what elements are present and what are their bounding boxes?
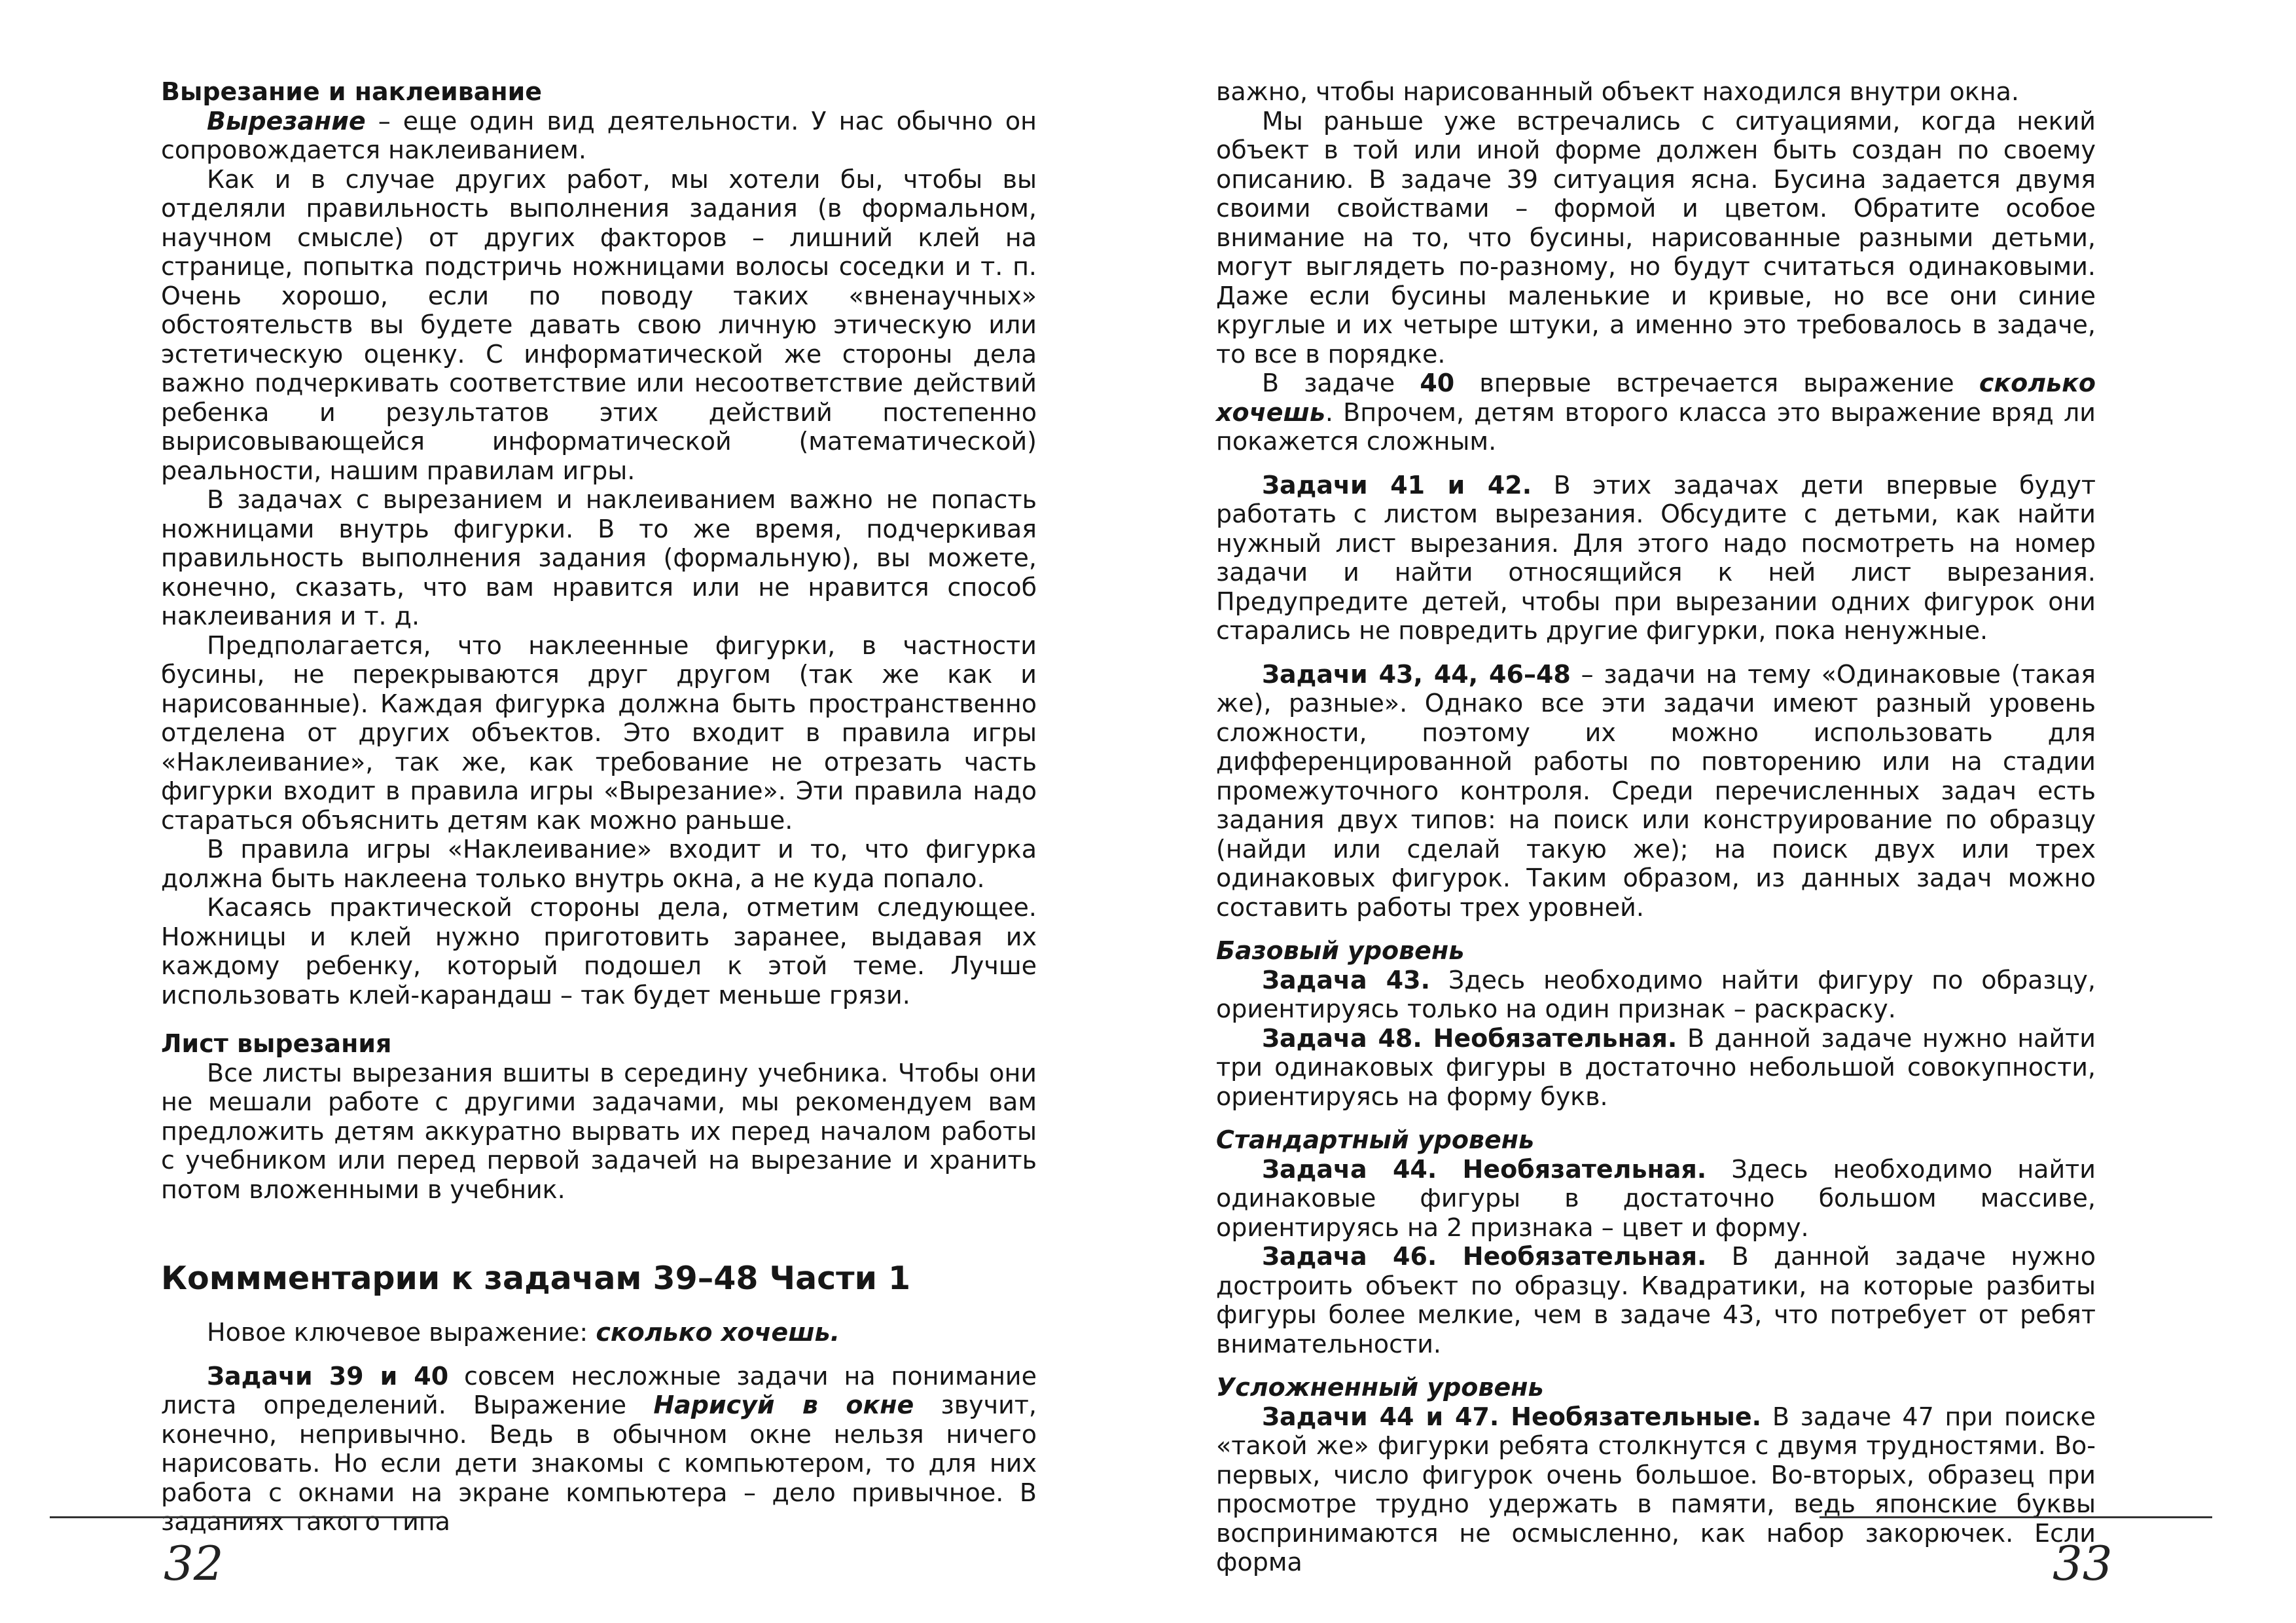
paragraph: Все листы вырезания вшиты в середину учебника. Чтобы они не мешали работе с другими задачами, мы рекомендуем вам предложить детям аккуратно вырвать их перед началом работы с учебником или перед первой задачей на вырезание и хранить потом вложенными в учебник.: [161, 1058, 1037, 1204]
text: – задачи на тему «Одинаковые (такая же), разные». Однако все эти задачи имеют разный уровень сложности, поэтому их можно использовать для дифференцированной работы по повторению или на стадии промежуточного контроля. Среди перечисленных задач есть задания двух типов: на поиск или конструирование по образцу (найди или сделай такую же); на поиск двух или трех одинаковых фигурок. Таким образом, из данных задач можно составить работы трех уровней.: [1216, 659, 2096, 922]
text: Здесь необходимо найти одинаковые фигуры в достаточно большом массиве, ориентируясь на 2 признака – цвет и форму.: [1216, 1154, 2096, 1242]
paragraph-task-48: [1216, 1024, 2096, 1112]
task-label: Задача 46. Необязательная.: [1262, 1242, 1707, 1271]
text: Здесь необходимо найти фигуру по образцу, ориентируясь только на один признак – раскраску.: [1216, 965, 2096, 1023]
paragraph: Мы раньше уже встречались с ситуациями, когда некий объект в той или иной форме должен быть создан по своему описанию. В задаче 39 ситуация ясна. Бусина задается двумя своими свойствами – формой и цветом. Обратите особое внимание на то, что бусины, нарисованные разными детьми, могут выглядеть по-разному, но будут считаться одинаковыми. Даже если бусины маленькие и кривые, но все они синие круглые и их четыре штуки, а именно это требовалось в задаче, то все в порядке.: [1216, 106, 2096, 369]
section-title-comments: Коммментарии к задачам 39–48 Части 1: [161, 1260, 911, 1297]
paragraph-key-expression: [161, 1318, 1037, 1347]
text: В этих задачах дети впервые будут работать с листом вырезания. Обсудите с детьми, как найти нужный лист вырезания. Для этого надо посмотреть на номер задачи и найти относящийся к ней лист вырезания. Предупредите детей, чтобы при вырезании одних фигурок они старались не повредить другие фигурки, пока ненужные.: [1216, 470, 2096, 645]
text: звучит, конечно, непривычно. Ведь в обычном окне нельзя ничего нарисовать. Но если дети знакомы с компьютером, то для них работа с окнами на экране компьютера – дело привычное. В заданиях такого типа: [161, 1391, 1037, 1536]
level-heading-basic: Базовый уровень: [1216, 936, 1465, 965]
term-cutting: Вырезание: [207, 106, 366, 136]
level-heading-advanced: Усложненный уровень: [1216, 1373, 1544, 1402]
page-number-left: 32: [164, 1536, 224, 1591]
paragraph-tasks-39-40: [161, 1362, 1037, 1537]
paragraph-tasks-41-42: [1216, 471, 2096, 646]
paragraph: Касаясь практической стороны дела, отметим следующее. Ножницы и клей нужно приготовить заранее, выдавая их каждому ребенку, который подошел к этой теме. Лучше использовать клей-карандаш – так будет меньше грязи.: [161, 893, 1037, 1010]
task-label: Задачи 39 и 40: [207, 1361, 449, 1391]
paragraph-task-44: [1216, 1155, 2096, 1243]
paragraph-cutting-intro: [161, 107, 1037, 165]
task-label: Задача 48. Необязательная.: [1262, 1023, 1677, 1053]
text: В задаче 47 при поиске «такой же» фигурки ребята столкнутся с двумя трудностями. Во-первых, число фигурок очень большое. Во-вторых, образец при просмотре трудно удержать в памяти, ведь японские буквы воспринимаются не осмысленно, как набор закорючек. Если форма: [1216, 1402, 2096, 1577]
heading-cutting-gluing: Вырезание и наклеивание: [161, 77, 543, 106]
task-label: Задачи 41 и 42.: [1262, 470, 1532, 500]
text: – еще один вид деятельности. У нас обычно он сопровождается наклеиванием.: [161, 106, 1037, 164]
task-label: Задачи 44 и 47. Необязательные.: [1262, 1402, 1762, 1431]
paragraph: Как и в случае других работ, мы хотели бы, чтобы вы отделяли правильность выполнения задания (в формальном, научном смысле) от других факторов – лишний клей на странице, попытка подстричь ножницами волосы соседки и т. п. Очень хорошо, если по поводу таких «вненаучных» обстоятельств вы будете давать свою личную этическую или эстетическую оценку. С информатической же стороны дела важно подчеркивать соответствие или несоответствие действий ребенка и результатов этих действий постепенно вырисовывающейся информатической (математической) реальности, нашим правилам игры.: [161, 164, 1037, 485]
text: совсем несложные задачи на понимание листа определений. Выражение: [161, 1361, 1037, 1419]
text: . Впрочем, детям второго класса это выражение вряд ли покажется сложным.: [1216, 397, 2096, 456]
paragraph-task-46: [1216, 1242, 2096, 1359]
paragraph-tasks-44-47: [1216, 1402, 2096, 1577]
text: Новое ключевое выражение:: [207, 1318, 596, 1347]
paragraph-task-40: [1216, 369, 2096, 456]
term-draw-in-window: Нарисуй в окне: [653, 1391, 914, 1419]
task-label: Задачи 43, 44, 46–48: [1262, 659, 1571, 689]
text: В задаче: [1262, 369, 1420, 397]
heading-cut-sheet: Лист вырезания: [161, 1029, 392, 1058]
paragraph-tasks-43-48: [1216, 660, 2096, 922]
paragraph: важно, чтобы нарисованный объект находился внутри окна.: [1216, 77, 2019, 106]
footer-rule-right: [1820, 1516, 2212, 1518]
paragraph-task-43: [1216, 966, 2096, 1024]
footer-rule-left: [50, 1516, 439, 1518]
term-how-many: сколько хочешь.: [596, 1318, 840, 1347]
level-heading-standard: Стандартный уровень: [1216, 1125, 1535, 1154]
left-page-column: [161, 77, 1037, 1537]
term-how-many: сколько хочешь: [1216, 369, 2096, 427]
right-page-column: [1216, 77, 2096, 1577]
task-label: Задача 43.: [1262, 965, 1431, 994]
paragraph: В правила игры «Наклеивание» входит и то, что фигурка должна быть наклеена только внутрь окна, а не куда попало.: [161, 835, 1037, 893]
paragraph: В задачах с вырезанием и наклеиванием важно не попасть ножницами внутрь фигурки. В то же время, подчеркивая правильность выполнения задания (формальную), вы можете, конечно, сказать, что вам нравится или не нравится способ наклеивания и т. д.: [161, 485, 1037, 630]
task-label: Задача 44. Необязательная.: [1262, 1154, 1707, 1184]
page-number-right: 33: [2053, 1536, 2113, 1591]
text: В данной задаче нужно найти три одинаковых фигуры в достаточно небольшой совокупности, ориентируясь на форму букв.: [1216, 1023, 2096, 1111]
text: впервые встречается выражение: [1454, 369, 1979, 397]
paragraph: Предполагается, что наклеенные фигурки, в частности бусины, не перекрываются друг другом (так же как и нарисованные). Каждая фигурка должна быть пространственно отделена от других объектов. Это входит в правила игры «Наклеивание», так же, как требование не отрезать часть фигурки входит в правила игры «Вырезание». Эти правила надо стараться объяснить детям как можно раньше.: [161, 630, 1037, 835]
text: В данной задаче нужно достроить объект по образцу. Квадратики, на которые разбиты фигуры более мелкие, чем в задаче 43, что потребует от ребят внимательности.: [1216, 1242, 2096, 1359]
task-number: 40: [1420, 369, 1455, 397]
